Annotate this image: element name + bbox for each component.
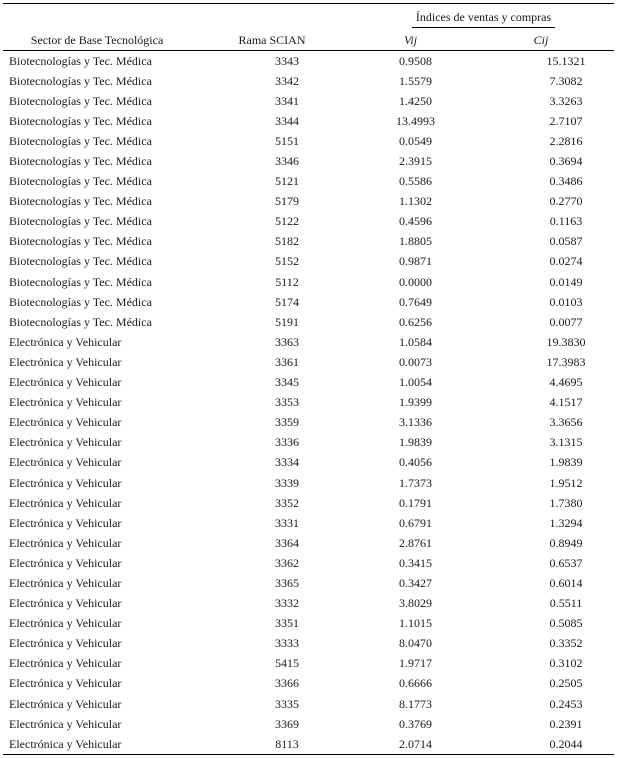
cell-cij: 0.2453 (549, 696, 583, 711)
cell-vij: 0.3769 (399, 716, 432, 731)
cell-cij: 0.5511 (549, 596, 583, 611)
cell-sector: Biotecnologías y Tec. Médica (9, 53, 152, 68)
cell-cij: 0.0274 (549, 254, 583, 269)
header-spacer (3, 4, 191, 31)
cell-rama: 3364 (275, 535, 299, 550)
cell-rama: 8113 (191, 734, 353, 755)
cell-sector: Electrónica y Vehicular (9, 334, 122, 349)
cell-rama: 5415 (275, 656, 299, 671)
header-spacer (191, 4, 353, 31)
cell-cij: 0.0103 (549, 294, 583, 309)
cell-sector: Electrónica y Vehicular (9, 455, 122, 470)
cell-sector: Biotecnologías y Tec. Médica (9, 113, 152, 128)
table-row (3, 111, 614, 131)
table-row (3, 674, 614, 694)
cell-rama: 3369 (275, 716, 299, 731)
cell-rama: 3343 (275, 53, 299, 68)
cell-vij: 0.0073 (399, 354, 432, 369)
cell-cij: 3.3656 (549, 415, 583, 430)
cell-vij: 1.9717 (399, 656, 432, 671)
cell-rama: 5121 (275, 174, 299, 189)
cell-cij: 19.3830 (546, 334, 586, 349)
cell-rama: 3352 (275, 495, 299, 510)
cell-cij: 0.2770 (549, 194, 583, 209)
cell-sector: Electrónica y Vehicular (9, 415, 122, 430)
table-row (3, 312, 614, 332)
table-row (3, 71, 614, 91)
cell-rama: 3346 (275, 154, 299, 169)
table-row (3, 473, 614, 493)
table-row (3, 292, 614, 312)
cell-sector: Electrónica y Vehicular (9, 555, 122, 570)
table-row (3, 332, 614, 352)
cell-vij: 0.6791 (399, 515, 432, 530)
table-row (3, 533, 614, 553)
cell-rama: 3345 (275, 375, 299, 390)
cell-rama: 3339 (275, 475, 299, 490)
cell-cij: 7.3082 (549, 73, 583, 88)
cell-vij: 2.0714 (353, 734, 468, 755)
cell-sector: Electrónica y Vehicular (9, 616, 122, 631)
cell-vij: 1.1302 (399, 194, 432, 209)
cell-sector: Electrónica y Vehicular (9, 435, 122, 450)
cell-rama: 3342 (275, 73, 299, 88)
cell-rama: 5112 (275, 274, 299, 289)
table-row (3, 614, 614, 634)
cell-rama: 3361 (275, 354, 299, 369)
cell-cij: 1.9512 (549, 475, 583, 490)
table-row (3, 352, 614, 372)
table-container (3, 0, 614, 755)
cell-cij: 0.5085 (549, 616, 583, 631)
table-row (3, 654, 614, 674)
cell-cij: 3.3263 (549, 93, 583, 108)
cell-cij: 0.0149 (549, 274, 583, 289)
cell-sector: Electrónica y Vehicular (9, 575, 122, 590)
column-header-vij: Vij (353, 30, 468, 51)
table-row (3, 694, 614, 714)
cell-sector: Electrónica y Vehicular (9, 696, 122, 711)
table-row (3, 393, 614, 413)
cell-rama: 3351 (275, 616, 299, 631)
cell-cij: 0.1163 (549, 214, 583, 229)
cell-sector: Electrónica y Vehicular (9, 475, 122, 490)
cell-rama: 5122 (275, 214, 299, 229)
cell-cij: 2.2816 (549, 133, 583, 148)
cell-cij: 0.6537 (549, 555, 583, 570)
table-row (3, 192, 614, 212)
table-row (3, 433, 614, 453)
cell-sector: Electrónica y Vehicular (9, 535, 122, 550)
column-header-sector: Sector de Base Tecnológica (3, 30, 191, 51)
cell-vij: 1.9839 (399, 435, 432, 450)
cell-rama: 5151 (275, 133, 299, 148)
cell-vij: 1.4250 (399, 93, 432, 108)
cell-sector: Electrónica y Vehicular (9, 515, 122, 530)
cell-rama: 3331 (275, 515, 299, 530)
cell-vij: 1.5579 (399, 73, 432, 88)
cell-sector: Electrónica y Vehicular (9, 596, 122, 611)
cell-rama: 3341 (275, 93, 299, 108)
cell-cij: 0.0587 (549, 234, 583, 249)
cell-sector: Biotecnologías y Tec. Médica (9, 194, 152, 209)
data-table (3, 3, 614, 755)
cell-cij: 0.8949 (549, 535, 583, 550)
cell-sector: Electrónica y Vehicular (9, 354, 122, 369)
cell-sector: Biotecnologías y Tec. Médica (9, 234, 152, 249)
cell-sector: Electrónica y Vehicular (9, 716, 122, 731)
header-row-group (3, 4, 614, 31)
cell-sector: Electrónica y Vehicular (9, 636, 122, 651)
table-row (3, 151, 614, 171)
cell-cij: 3.1315 (549, 435, 583, 450)
cell-cij: 1.9839 (549, 455, 583, 470)
cell-vij: 8.1773 (399, 696, 432, 711)
cell-vij: 2.3915 (399, 154, 432, 169)
cell-sector: Biotecnologías y Tec. Médica (9, 133, 152, 148)
cell-rama: 5191 (275, 314, 299, 329)
cell-sector: Biotecnologías y Tec. Médica (9, 214, 152, 229)
cell-vij: 3.8029 (399, 596, 432, 611)
cell-rama: 3334 (275, 455, 299, 470)
table-row (3, 272, 614, 292)
cell-vij: 3.1336 (399, 415, 432, 430)
table-row (3, 373, 614, 393)
cell-cij: 0.3694 (549, 154, 583, 169)
cell-vij: 0.0549 (399, 133, 432, 148)
cell-rama: 3332 (275, 596, 299, 611)
cell-rama: 3363 (275, 334, 299, 349)
cell-cij: 15.1321 (546, 53, 586, 68)
cell-vij: 0.6256 (399, 314, 432, 329)
cell-rama: 3353 (275, 395, 299, 410)
cell-rama: 5174 (275, 294, 299, 309)
cell-cij: 2.7107 (549, 113, 583, 128)
cell-cij: 17.3983 (546, 354, 586, 369)
table-row (3, 232, 614, 252)
table-row (3, 252, 614, 272)
table-row (3, 51, 614, 72)
cell-rama: 5182 (275, 234, 299, 249)
table-row (3, 734, 614, 755)
cell-vij: 1.1015 (399, 616, 432, 631)
cell-vij: 13.4993 (396, 113, 435, 128)
cell-vij: 0.5586 (399, 174, 432, 189)
cell-rama: 3366 (275, 676, 299, 691)
cell-vij: 1.0054 (399, 375, 432, 390)
cell-rama: 3333 (275, 636, 299, 651)
cell-sector: Biotecnologías y Tec. Médica (9, 254, 152, 269)
cell-vij: 0.9871 (399, 254, 432, 269)
cell-cij: 0.3486 (549, 174, 583, 189)
cell-rama: 3359 (275, 415, 299, 430)
cell-vij: 1.0584 (399, 334, 432, 349)
cell-sector: Electrónica y Vehicular (9, 676, 122, 691)
cell-cij: 0.2044 (468, 734, 614, 755)
table-row (3, 453, 614, 473)
cell-vij: 0.0000 (399, 274, 432, 289)
cell-rama: 3365 (275, 575, 299, 590)
cell-vij: 0.4056 (399, 455, 432, 470)
cell-sector: Electrónica y Vehicular (3, 734, 191, 755)
cell-vij: 0.4596 (399, 214, 432, 229)
table-row (3, 413, 614, 433)
cell-sector: Biotecnologías y Tec. Médica (9, 314, 152, 329)
table-header (3, 4, 614, 51)
cell-vij: 1.8805 (399, 234, 432, 249)
cell-sector: Biotecnologías y Tec. Médica (9, 174, 152, 189)
cell-vij: 1.7373 (399, 475, 432, 490)
cell-vij: 0.3427 (399, 575, 432, 590)
cell-vij: 8.0470 (399, 636, 432, 651)
cell-cij: 1.7380 (549, 495, 583, 510)
group-header-label: Índices de ventas y compras (412, 10, 555, 28)
cell-vij: 0.7649 (399, 294, 432, 309)
cell-cij: 0.3102 (549, 656, 583, 671)
cell-sector: Biotecnologías y Tec. Médica (9, 93, 152, 108)
cell-cij: 4.1517 (549, 395, 583, 410)
cell-cij: 0.3352 (549, 636, 583, 651)
cell-cij: 4.4695 (549, 375, 583, 390)
cell-rama: 3336 (275, 435, 299, 450)
table-row (3, 172, 614, 192)
table-row (3, 212, 614, 232)
table-row (3, 634, 614, 654)
cell-vij: 0.6666 (399, 676, 432, 691)
table-row (3, 131, 614, 151)
table-row (3, 594, 614, 614)
table-body (3, 51, 614, 755)
cell-cij: 0.6014 (549, 575, 583, 590)
table-row (3, 513, 614, 533)
group-header (353, 4, 614, 31)
cell-cij: 1.3294 (549, 515, 583, 530)
cell-cij: 0.2505 (549, 676, 583, 691)
table-row (3, 573, 614, 593)
cell-cij: 0.2391 (549, 716, 583, 731)
cell-sector: Electrónica y Vehicular (9, 495, 122, 510)
cell-rama: 5152 (275, 254, 299, 269)
cell-sector: Biotecnologías y Tec. Médica (9, 154, 152, 169)
column-header-rama: Rama SCIAN (191, 30, 353, 51)
cell-rama: 5179 (275, 194, 299, 209)
cell-vij: 2.8761 (399, 535, 432, 550)
cell-rama: 3335 (275, 696, 299, 711)
table-row (3, 91, 614, 111)
cell-rama: 3344 (275, 113, 299, 128)
table-row (3, 553, 614, 573)
cell-sector: Biotecnologías y Tec. Médica (9, 294, 152, 309)
cell-vij: 1.9399 (399, 395, 432, 410)
header-row-columns (3, 30, 614, 51)
cell-sector: Electrónica y Vehicular (9, 375, 122, 390)
cell-sector: Biotecnologías y Tec. Médica (9, 274, 152, 289)
table-row (3, 714, 614, 734)
cell-sector: Biotecnologías y Tec. Médica (9, 73, 152, 88)
cell-sector: Electrónica y Vehicular (9, 395, 122, 410)
cell-sector: Electrónica y Vehicular (9, 656, 122, 671)
cell-rama: 3362 (275, 555, 299, 570)
cell-vij: 0.3415 (399, 555, 432, 570)
cell-cij: 0.0077 (549, 314, 583, 329)
column-header-cij: Cij (468, 30, 614, 51)
table-row (3, 493, 614, 513)
cell-vij: 0.1791 (399, 495, 432, 510)
cell-vij: 0.9508 (399, 53, 432, 68)
